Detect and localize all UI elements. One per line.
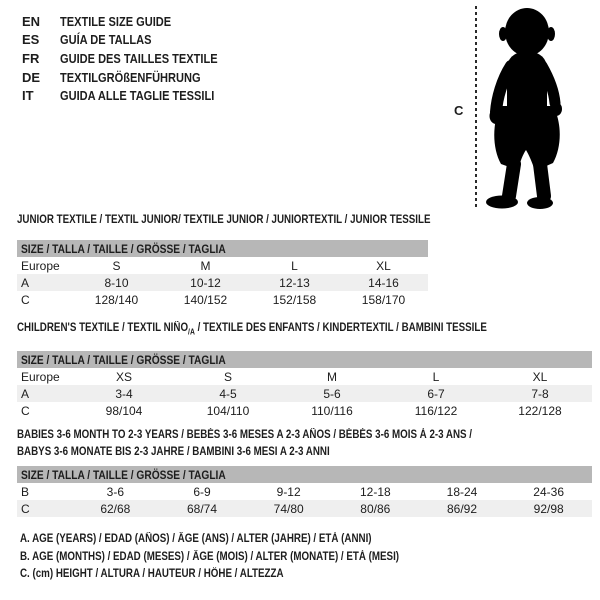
- cell: XL: [376, 258, 391, 273]
- language-code: EN: [22, 13, 41, 29]
- cell: M: [200, 258, 211, 273]
- cell: 7-8: [531, 386, 549, 401]
- cell: L: [291, 258, 298, 273]
- cell: 6-7: [427, 386, 445, 401]
- babies-textile-section: [17, 427, 592, 517]
- cell: L: [432, 369, 440, 384]
- cell: S: [223, 369, 232, 384]
- footnote-a: A. AGE (YEARS) / EDAD (AÑOS) / ÂGE (ANS) / ALTER (JAHRE) / ETÀ (ANNI): [20, 533, 372, 545]
- language-row-de: [22, 68, 245, 87]
- table-row: [17, 257, 428, 274]
- height-measure-label: C: [454, 103, 464, 118]
- cell: XL: [532, 369, 548, 384]
- table-row: [17, 483, 592, 500]
- table-row: [17, 274, 428, 291]
- size-header-bar: SIZE / TALLA / TAILLE / GRÖSSE / TAGLIA: [17, 240, 428, 257]
- cell: 12-18: [359, 484, 391, 499]
- language-code: ES: [22, 32, 40, 48]
- footnote-b: B. AGE (MONTHS) / EDAD (MESES) / ÂGE (MOIS) / ALTER (MONATE) / ETÀ (MESI): [20, 550, 400, 563]
- language-title: GUIDA ALLE TAGLIE TESSILI: [60, 88, 215, 104]
- cell: 4-5: [219, 386, 237, 401]
- cell: 152/158: [272, 292, 317, 307]
- cell: 110/116: [311, 403, 353, 418]
- row-label: C: [21, 292, 30, 307]
- cell: 68/74: [186, 501, 217, 516]
- cell: 3-6: [106, 484, 124, 499]
- language-title: GUÍA DE TALLAS: [60, 32, 152, 48]
- cell: 14-16: [368, 275, 399, 290]
- row-label: A: [21, 275, 30, 290]
- table-row: [17, 291, 428, 308]
- cell: 140/152: [183, 292, 228, 307]
- row-label: B: [21, 484, 30, 499]
- row-label: C: [21, 403, 30, 418]
- cell: 74/80: [273, 501, 304, 516]
- table-row: [17, 402, 592, 419]
- language-code: IT: [22, 88, 34, 104]
- language-row-it: [22, 86, 245, 105]
- cell: 18-24: [446, 484, 478, 499]
- cell: XS: [115, 369, 132, 384]
- babies-table-title: BABIES 3-6 MONTH TO 2-3 YEARS / BEBÉS 3-6 MESES A 2-3 AÑOS / BÉBÉS 3-6 MOIS À 2-3 ANS / BABYS 3-6 MONATE BIS 2-3 JAHRE / BAMBINI 3-6 MESI A 2-3 ANNI: [17, 429, 473, 458]
- size-header-bar: SIZE / TALLA / TAILLE / GRÖSSE / TAGLIA: [17, 466, 592, 483]
- language-code: FR: [22, 50, 40, 66]
- cell: 80/86: [360, 501, 391, 516]
- language-title: GUIDE DES TAILLES TEXTILE: [60, 50, 218, 66]
- cell: 6-9: [193, 484, 211, 499]
- language-title: TEXTILGRÖßENFÜHRUNG: [60, 69, 201, 85]
- table-row: [17, 368, 592, 385]
- size-header-bar: SIZE / TALLA / TAILLE / GRÖSSE / TAGLIA: [17, 351, 592, 368]
- junior-table-title: JUNIOR TEXTILE / TEXTIL JUNIOR/ TEXTILE JUNIOR / JUNIORTEXTIL / JUNIOR TESSILE: [17, 214, 431, 226]
- height-figure: [450, 4, 596, 216]
- language-row-fr: [22, 49, 245, 68]
- cell: 86/92: [446, 501, 477, 516]
- language-code: DE: [22, 69, 41, 85]
- row-label: C: [21, 501, 30, 516]
- cell: 8-10: [104, 275, 129, 290]
- cell: 116/122: [414, 403, 458, 418]
- childrens-table-title: CHILDREN'S TEXTILE / TEXTIL $NIÑO_{/A}$ / TEXTILE DES ENFANTS / KINDERTEXTIL / BAMBINI TESSILE: [17, 322, 487, 337]
- cell: 92/98: [533, 501, 564, 516]
- footnotes: [20, 533, 466, 586]
- cell: 62/68: [100, 501, 131, 516]
- cell: 3-4: [115, 386, 133, 401]
- baby-silhouette-icon: [482, 4, 574, 212]
- cell: 128/140: [94, 292, 139, 307]
- cell: 10-12: [190, 275, 221, 290]
- cell: S: [112, 258, 121, 273]
- row-label: Europe: [21, 369, 60, 384]
- language-list: [22, 12, 245, 105]
- cell: 104/110: [206, 403, 250, 418]
- childrens-textile-section: [17, 321, 592, 419]
- row-label: A: [21, 386, 30, 401]
- cell: 5-6: [323, 386, 341, 401]
- cell: M: [327, 369, 337, 384]
- table-row: [17, 385, 592, 402]
- language-row-es: [22, 31, 245, 50]
- cell: 122/128: [518, 403, 562, 418]
- cell: 98/104: [105, 403, 143, 418]
- cell: 9-12: [276, 484, 301, 499]
- junior-textile-section: [17, 213, 431, 308]
- language-title: TEXTILE SIZE GUIDE: [60, 13, 172, 29]
- height-measure-line: [475, 6, 477, 207]
- footnote-c: C. (cm) HEIGHT / ALTURA / HAUTEUR / HÖHE / ALTEZZA: [20, 568, 284, 580]
- language-row-en: [22, 12, 245, 31]
- cell: 12-13: [279, 275, 310, 290]
- row-label: Europe: [21, 258, 60, 273]
- cell: 158/170: [361, 292, 406, 307]
- cell: 24-36: [533, 484, 564, 499]
- table-row: [17, 500, 592, 517]
